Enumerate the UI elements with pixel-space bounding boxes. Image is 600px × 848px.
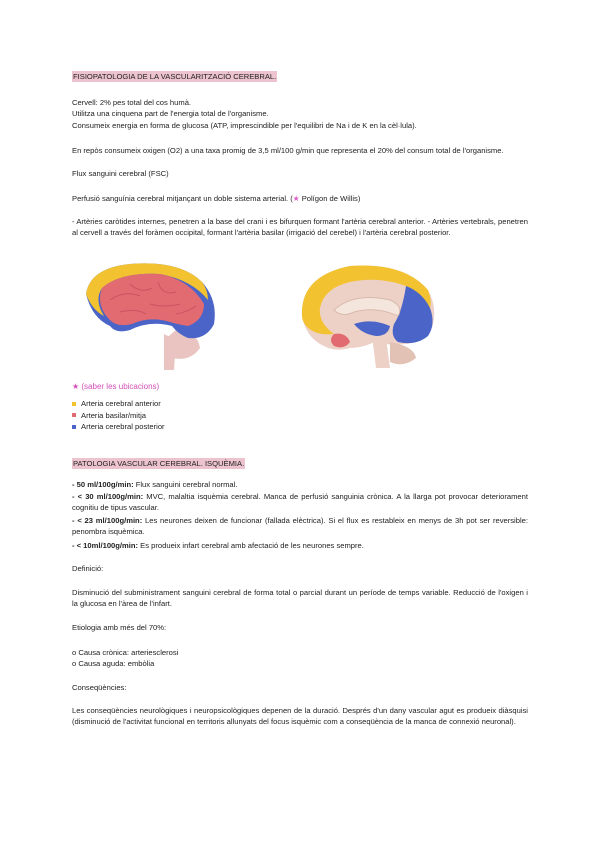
oxygen-paragraph: En repòs consumeix oxigen (O2) a una taxa promig de 3,5 ml/100 g/min que representa el 20% del consum total de l'organisme. <box>72 146 504 155</box>
flow-item-10: - < 10ml/100g/min: Es produeix infart cerebral amb afectació de les neurones sempre. <box>72 541 364 550</box>
etiology-label: Etiologia amb més del 70%: <box>72 623 167 632</box>
cerebellum-medial <box>390 342 416 364</box>
section1-heading: FISIOPATOLOGIA DE LA VASCULARITZACIÓ CEREBRAL. <box>73 72 277 81</box>
consequences-text: Les conseqüències neurològiques i neuropsicològiques depenen de la duració. Després d'un dany vascular agut es produeix diàsquisi (disminució de l'activitat funcional en territoris allunyats del focus isquèmic com a conseqüència de la manca de connexió neuronal). <box>72 706 528 726</box>
anterior-color-swatch <box>72 402 76 406</box>
legend-item-posterior: Arteria cerebral posterior <box>72 421 165 433</box>
fsc-line: Flux sanguini cerebral (FSC) <box>72 169 169 178</box>
artery-legend <box>72 398 165 433</box>
arteries-paragraph: - Artèries caròtides internes, penetren a la base del crani i es bifurquen formant l'artèria cerebral anterior. - Artèries vertebrals, penetren al cervell a través del foràmen occipital, formant l'artèria basilar (irrigació del cerebel) i l'artèria cerebral posterior. <box>72 217 528 237</box>
lateral-brain-illustration <box>80 260 220 372</box>
brainstem <box>164 334 176 370</box>
legend-item-anterior: Arteria cerebral anterior <box>72 398 165 410</box>
flow-item-normal: - 50 ml/100g/min: Flux sanguini cerebral normal. <box>72 480 238 489</box>
etiology-chronic: o Causa crònica: arteriesclerosi <box>72 648 179 657</box>
middle-color-swatch <box>72 413 76 417</box>
posterior-color-swatch <box>72 425 76 429</box>
energy-line: Utilitza una cinquena part de l'energia total de l'organisme. <box>72 109 269 118</box>
brain-weight-line: Cervell: 2% pes total del cos humà. <box>72 98 192 107</box>
flow-item-23: - < 23 ml/100g/min: Les neurones deixen de funcionar (fallada elèctrica). Si el flux es restableix en menys de 3h pot ser reversible: penombra isquèmica. <box>72 516 528 536</box>
perfusion-line: Perfusió sanguínia cerebral mitjançant un doble sistema arterial. (★ Polígon de Willis) <box>72 194 361 203</box>
star-icon: ★ <box>292 194 300 203</box>
legend-title: ★ (saber les ubicacions) <box>72 382 160 391</box>
definition-label: Definició: <box>72 564 104 573</box>
definition-text: Disminució del subministrament sanguini cerebral de forma total o parcial durant un període de temps variable. Reducció de l'oxigen i la glucosa en l'àrea de l'infart. <box>72 588 528 608</box>
flow-item-30: - < 30 ml/100g/min: MVC, malaltia isquèmia cerebral. Manca de perfusió sanguinia crònica. A la llarga pot provocar deteriorament cognitiu de tipus vascular. <box>72 492 528 512</box>
legend-item-middle: Arteria basilar/mitja <box>72 410 165 422</box>
medial-brain-illustration <box>294 262 440 370</box>
section2-heading: PATOLOGIA VASCULAR CEREBRAL. ISQUÈMIA. <box>73 459 245 468</box>
glucose-line: Consumeix energia en forma de glucosa (ATP, imprescindible per l'equilibri de Na i de K en la cèl·lula). <box>72 121 417 130</box>
etiology-acute: o Causa aguda: embòlia <box>72 659 155 668</box>
consequences-label: Conseqüències: <box>72 683 127 692</box>
